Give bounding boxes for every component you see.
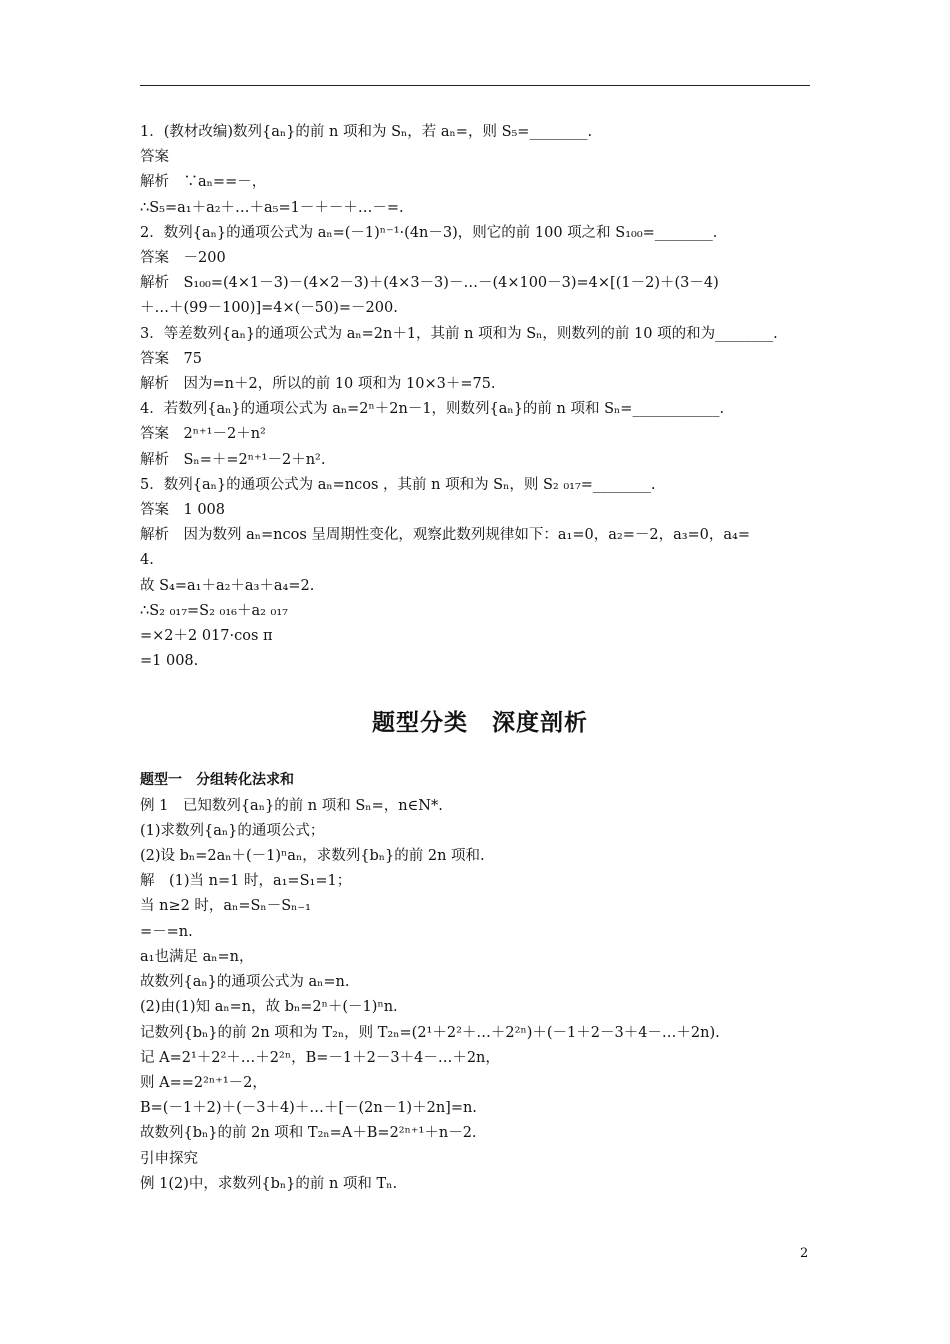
exercise-line: 3．等差数列{aₙ}的通项公式为 aₙ=2n＋1，其前 n 项和为 Sₙ，则数列的前 10 项的和为________.: [140, 325, 778, 342]
exercise-line: =×2＋2 017·cos π: [140, 628, 273, 645]
exercise-line: 答案 －200: [140, 250, 226, 267]
exercise-line: ∴S₅=a₁＋a₂＋…＋a₅=1－＋－＋…－=.: [140, 199, 404, 216]
exercise-line: 解析 因为数列 aₙ=ncos 呈周期性变化，观察此数列规律如下：a₁=0，a₂=－2，a₃=0，a₄=: [140, 527, 751, 544]
example-line: 例 1 已知数列{aₙ}的前 n 项和 Sₙ=，n∈N*.: [140, 797, 443, 814]
exercise-line: 答案 1 008: [140, 502, 226, 519]
example-line: a₁也满足 aₙ=n，: [140, 948, 254, 965]
example-line: 故数列{aₙ}的通项公式为 aₙ=n.: [140, 974, 350, 991]
example-line: 则 A==2²ⁿ⁺¹－2，: [140, 1074, 267, 1091]
page-content: [140, 120, 820, 1197]
example-line: 引申探究: [140, 1150, 198, 1167]
example-line: 故数列{bₙ}的前 2n 项和 T₂ₙ=A＋B=2²ⁿ⁺¹＋n－2.: [140, 1125, 477, 1142]
example-line: (2)由(1)知 aₙ=n，故 bₙ=2ⁿ＋(－1)ⁿn.: [140, 999, 398, 1016]
exercise-line: ＋…＋(99－100)]=4×(－50)=－200.: [140, 300, 398, 317]
exercise-line: 答案 2ⁿ⁺¹－2＋n²: [140, 426, 266, 443]
exercise-line: 解析 ∵aₙ==－，: [140, 174, 267, 191]
exercise-line: 4.: [140, 552, 154, 569]
exercise-line: 解析 因为=n＋2，所以的前 10 项和为 10×3＋=75.: [140, 376, 496, 393]
example-line: B=(－1＋2)＋(－3＋4)＋…＋[－(2n－1)＋2n]=n.: [140, 1100, 477, 1117]
section-title: 题型分类 深度剖析: [372, 710, 588, 737]
example-line: (1)求数列{aₙ}的通项公式；: [140, 822, 325, 839]
exercise-line: 4．若数列{aₙ}的通项公式为 aₙ=2ⁿ＋2n－1，则数列{aₙ}的前 n 项和 Sₙ=____________.: [140, 401, 725, 418]
example-line: 解 (1)当 n=1 时，a₁=S₁=1；: [140, 873, 352, 890]
exercise-line: ∴S₂ ₀₁₇=S₂ ₀₁₆＋a₂ ₀₁₇: [140, 602, 288, 619]
exercise-line: 答案: [140, 149, 169, 166]
example-line: =－=n.: [140, 923, 193, 940]
exercise-line: 2．数列{aₙ}的通项公式为 aₙ=(－1)ⁿ⁻¹·(4n－3)，则它的前 100 项之和 S₁₀₀=________.: [140, 224, 718, 241]
header-rule: [140, 85, 810, 86]
example-line: 记 A=2¹＋2²＋…＋2²ⁿ，B=－1＋2－3＋4－…＋2n，: [140, 1049, 500, 1066]
exercise-line: 解析 S₁₀₀=(4×1－3)－(4×2－3)＋(4×3－3)－…－(4×100－3)=4×[(1－2)＋(3－4): [140, 275, 719, 292]
topic-heading: 题型一 分组转化法求和: [140, 772, 294, 789]
exercise-line: 故 S₄=a₁＋a₂＋a₃＋a₄=2.: [140, 577, 315, 594]
page-number: 2: [800, 1246, 809, 1261]
example-line: 例 1(2)中，求数列{bₙ}的前 n 项和 Tₙ.: [140, 1175, 398, 1192]
exercise-line: 1．(教材改编)数列{aₙ}的前 n 项和为 Sₙ，若 aₙ=，则 S₅=________.: [140, 124, 593, 140]
exercise-line: 解析 Sₙ=＋=2ⁿ⁺¹－2＋n².: [140, 451, 326, 468]
exercise-line: 5．数列{aₙ}的通项公式为 aₙ=ncos ，其前 n 项和为 Sₙ，则 S₂ ₀₁₇=________.: [140, 476, 656, 493]
exercise-line: =1 008.: [140, 653, 199, 670]
example-line: 当 n≥2 时，aₙ=Sₙ－Sₙ₋₁: [140, 898, 311, 915]
example-line: (2)设 bₙ=2aₙ＋(－1)ⁿaₙ，求数列{bₙ}的前 2n 项和.: [140, 848, 485, 865]
exercise-line: 答案 75: [140, 350, 202, 367]
example-line: 记数列{bₙ}的前 2n 项和为 T₂ₙ，则 T₂ₙ=(2¹＋2²＋…＋2²ⁿ)＋(－1＋2－3＋4－…＋2n).: [140, 1024, 720, 1041]
